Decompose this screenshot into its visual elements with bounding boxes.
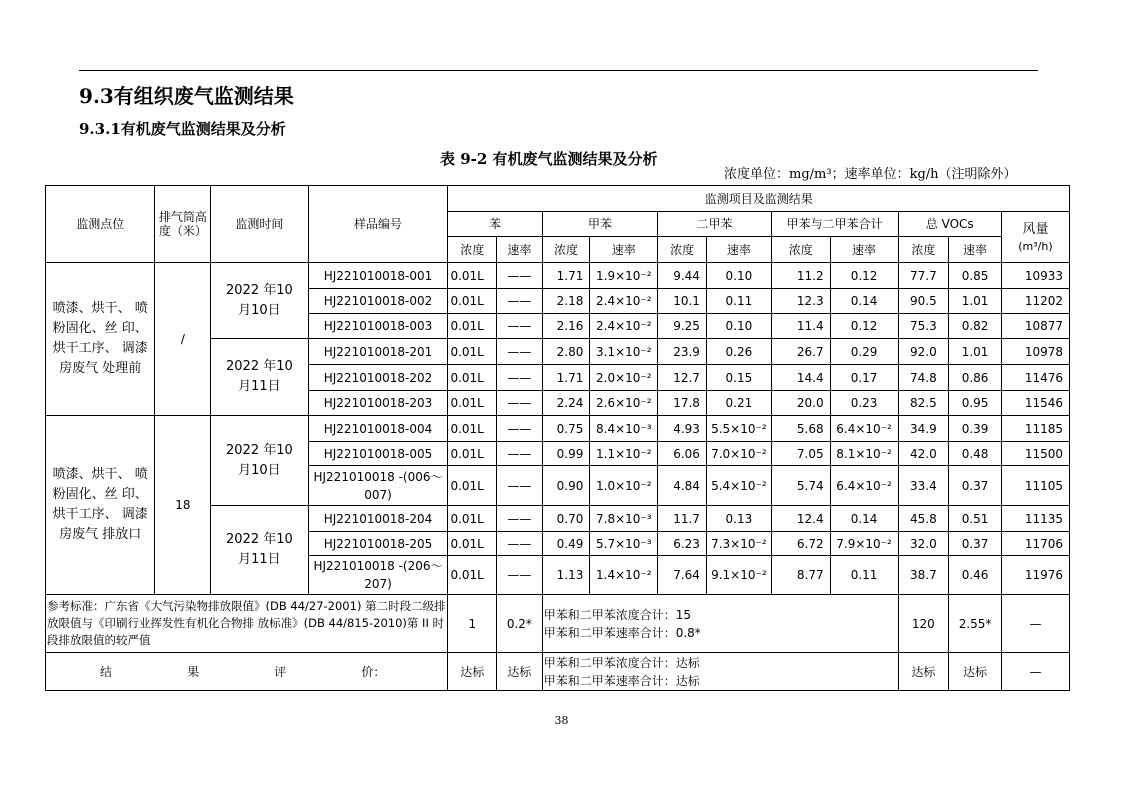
sample-id: HJ221010018-002 — [308, 289, 448, 314]
header-concentration: 浓度 — [898, 237, 949, 263]
cell-b-c: 0.01L — [448, 466, 497, 506]
cell-q: 11706 — [1001, 532, 1069, 556]
header-rate: 速率 — [706, 237, 771, 263]
cell-x-r: 0.21 — [706, 391, 771, 416]
cell-v-c: 38.7 — [898, 556, 949, 595]
cell-v-r: 0.39 — [949, 416, 1002, 442]
cell-b-c: 0.01L — [448, 556, 497, 595]
cell-x-r: 0.13 — [706, 506, 771, 532]
header-concentration: 浓度 — [658, 237, 707, 263]
cell-t-c: 2.18 — [542, 289, 590, 314]
cell-v-r: 0.51 — [949, 506, 1002, 532]
cell-b-c: 0.01L — [448, 506, 497, 532]
subsection-title: 9.3.1有机废气监测结果及分析 — [79, 120, 286, 138]
cell-x-r: 0.26 — [706, 339, 771, 365]
cell-s-r: 0.14 — [830, 289, 898, 314]
cell-x-r: 0.15 — [706, 365, 771, 391]
header-sample-id: 样品编号 — [308, 186, 448, 263]
cell-v-r: 0.86 — [949, 365, 1002, 391]
cell-x-c: 17.8 — [658, 391, 707, 416]
cell-v-c: 32.0 — [898, 532, 949, 556]
evaluation-label-char: 果 — [187, 664, 200, 679]
cell-q: 11476 — [1001, 365, 1069, 391]
cell-s-c: 5.68 — [771, 416, 830, 442]
cell-x-c: 9.25 — [658, 314, 707, 339]
monitoring-point: 喷漆、烘干、 喷粉固化、丝 印、烘干工序、 调漆房废气 排放口 — [46, 416, 155, 595]
header-benzene: 苯 — [448, 212, 542, 237]
header-concentration: 浓度 — [771, 237, 830, 263]
evaluation-label-char: 价： — [361, 664, 386, 679]
cell-q: 11546 — [1001, 391, 1069, 416]
cell-s-c: 11.4 — [771, 314, 830, 339]
cell-s-r: 0.12 — [830, 314, 898, 339]
cell-b-c: 0.01L — [448, 442, 497, 466]
header-airflow — [1001, 212, 1069, 263]
evaluation-tol-xyl-rate: 甲苯和二甲苯速率合计：达标 — [543, 673, 700, 688]
cell-b-r: —— — [497, 466, 543, 506]
cell-t-r: 3.1×10⁻² — [590, 339, 658, 365]
sample-id: HJ221010018-201 — [308, 339, 448, 365]
cell-b-c: 0.01L — [448, 532, 497, 556]
cell-s-c: 11.2 — [771, 263, 830, 289]
cell-x-c: 4.93 — [658, 416, 707, 442]
cell-b-c: 0.01L — [448, 314, 497, 339]
cell-s-r: 0.11 — [830, 556, 898, 595]
cell-q: 11185 — [1001, 416, 1069, 442]
evaluation-label — [46, 653, 448, 691]
cell-v-c: 34.9 — [898, 416, 949, 442]
cell-s-r: 6.4×10⁻² — [830, 466, 898, 506]
cell-v-r: 0.37 — [949, 466, 1002, 506]
units-note: 浓度单位：mg/m³；速率单位：kg/h（注明除外） — [724, 167, 1017, 182]
sample-id: HJ221010018-203 — [308, 391, 448, 416]
cell-v-r: 0.48 — [949, 442, 1002, 466]
cell-x-c: 11.7 — [658, 506, 707, 532]
header-airflow-label: 风量 — [1022, 222, 1049, 237]
cell-x-c: 9.44 — [658, 263, 707, 289]
cell-x-c: 4.84 — [658, 466, 707, 506]
evaluation-row — [46, 653, 1070, 691]
header-vocs: 总 VOCs — [898, 212, 1001, 237]
standard-vocs-rate: 2.55* — [949, 595, 1002, 653]
cell-b-c: 0.01L — [448, 391, 497, 416]
cell-v-r: 1.01 — [949, 289, 1002, 314]
cell-b-r: —— — [497, 289, 543, 314]
cell-s-r: 0.17 — [830, 365, 898, 391]
cell-v-r: 0.82 — [949, 314, 1002, 339]
cell-x-r: 0.10 — [706, 263, 771, 289]
sample-id: HJ221010018-003 — [308, 314, 448, 339]
cell-q: 10877 — [1001, 314, 1069, 339]
cell-t-r: 2.4×10⁻² — [590, 314, 658, 339]
cell-v-c: 45.8 — [898, 506, 949, 532]
cell-b-r: —— — [497, 532, 543, 556]
cell-t-r: 5.7×10⁻³ — [590, 532, 658, 556]
cell-b-r: —— — [497, 263, 543, 289]
monitoring-date: 2022 年10月10日 — [211, 416, 308, 506]
table-row — [46, 263, 1070, 289]
header-concentration: 浓度 — [542, 237, 590, 263]
header-rate: 速率 — [949, 237, 1002, 263]
cell-v-c: 33.4 — [898, 466, 949, 506]
header-stack-height: 排气筒高度（米） — [155, 186, 211, 263]
cell-q: 11976 — [1001, 556, 1069, 595]
cell-s-c: 8.77 — [771, 556, 830, 595]
cell-v-c: 82.5 — [898, 391, 949, 416]
cell-s-r: 0.23 — [830, 391, 898, 416]
header-toluene: 甲苯 — [542, 212, 658, 237]
cell-b-c: 0.01L — [448, 339, 497, 365]
cell-t-c: 1.71 — [542, 263, 590, 289]
cell-b-r: —— — [497, 556, 543, 595]
cell-q: 11105 — [1001, 466, 1069, 506]
cell-b-c: 0.01L — [448, 365, 497, 391]
cell-v-r: 1.01 — [949, 339, 1002, 365]
cell-v-r: 0.37 — [949, 532, 1002, 556]
cell-t-c: 2.80 — [542, 339, 590, 365]
cell-q: 11135 — [1001, 506, 1069, 532]
cell-v-c: 74.8 — [898, 365, 949, 391]
sample-id: HJ221010018-004 — [308, 416, 448, 442]
sample-id: HJ221010018-005 — [308, 442, 448, 466]
evaluation-tol-xyl — [542, 653, 898, 691]
evaluation-label-text — [48, 665, 445, 679]
standard-airflow: — — [1001, 595, 1069, 653]
cell-s-c: 20.0 — [771, 391, 830, 416]
cell-t-r: 8.4×10⁻³ — [590, 416, 658, 442]
cell-v-c: 77.7 — [898, 263, 949, 289]
sample-id: HJ221010018 -(206～207) — [308, 556, 448, 595]
cell-t-c: 2.24 — [542, 391, 590, 416]
cell-q: 11500 — [1001, 442, 1069, 466]
cell-q: 10933 — [1001, 263, 1069, 289]
standard-vocs-conc: 120 — [898, 595, 949, 653]
cell-x-c: 6.06 — [658, 442, 707, 466]
cell-s-c: 26.7 — [771, 339, 830, 365]
cell-t-c: 0.99 — [542, 442, 590, 466]
stack-height: 18 — [155, 416, 211, 595]
cell-s-c: 7.05 — [771, 442, 830, 466]
cell-t-r: 1.1×10⁻² — [590, 442, 658, 466]
cell-b-c: 0.01L — [448, 289, 497, 314]
standard-tol-xyl — [542, 595, 898, 653]
header-rate: 速率 — [590, 237, 658, 263]
cell-s-r: 6.4×10⁻² — [830, 416, 898, 442]
monitoring-point: 喷漆、烘干、 喷粉固化、丝 印、烘干工序、 调漆房废气 处理前 — [46, 263, 155, 416]
cell-x-r: 7.0×10⁻² — [706, 442, 771, 466]
cell-x-r: 7.3×10⁻² — [706, 532, 771, 556]
cell-t-c: 1.71 — [542, 365, 590, 391]
header-tol-xyl-sum: 甲苯与二甲苯合计 — [771, 212, 898, 237]
evaluation-label-char: 结 — [100, 664, 113, 679]
sample-id: HJ221010018-204 — [308, 506, 448, 532]
cell-b-r: —— — [497, 339, 543, 365]
header-airflow-unit: (m³/h) — [1018, 240, 1053, 253]
cell-v-c: 92.0 — [898, 339, 949, 365]
cell-b-r: —— — [497, 365, 543, 391]
cell-t-r: 1.0×10⁻² — [590, 466, 658, 506]
cell-q: 10978 — [1001, 339, 1069, 365]
page-number: 38 — [554, 714, 569, 727]
cell-t-c: 0.75 — [542, 416, 590, 442]
monitoring-date: 2022 年10月10日 — [211, 263, 308, 339]
cell-t-c: 2.16 — [542, 314, 590, 339]
cell-s-r: 8.1×10⁻² — [830, 442, 898, 466]
cell-t-r: 1.4×10⁻² — [590, 556, 658, 595]
evaluation-benzene-conc: 达标 — [448, 653, 497, 691]
header-rate: 速率 — [830, 237, 898, 263]
standard-tol-xyl-rate: 甲苯和二甲苯速率合计：0.8* — [543, 625, 701, 640]
cell-x-c: 12.7 — [658, 365, 707, 391]
evaluation-benzene-rate: 达标 — [497, 653, 543, 691]
standard-benzene-rate: 0.2* — [497, 595, 543, 653]
cell-x-r: 0.10 — [706, 314, 771, 339]
cell-v-c: 90.5 — [898, 289, 949, 314]
evaluation-label-char: 评 — [274, 664, 287, 679]
cell-t-c: 0.70 — [542, 506, 590, 532]
header-rule — [79, 70, 1038, 71]
cell-s-c: 5.74 — [771, 466, 830, 506]
table-row — [46, 416, 1070, 442]
header-time: 监测时间 — [211, 186, 308, 263]
table-caption: 表 9-2 有机废气监测结果及分析 — [440, 150, 658, 168]
cell-t-c: 0.90 — [542, 466, 590, 506]
evaluation-vocs-conc: 达标 — [898, 653, 949, 691]
header-rate: 速率 — [497, 237, 543, 263]
cell-t-r: 2.4×10⁻² — [590, 289, 658, 314]
stack-height: / — [155, 263, 211, 416]
cell-s-c: 6.72 — [771, 532, 830, 556]
cell-q: 11202 — [1001, 289, 1069, 314]
cell-s-r: 0.14 — [830, 506, 898, 532]
cell-t-r: 7.8×10⁻³ — [590, 506, 658, 532]
cell-b-c: 0.01L — [448, 416, 497, 442]
cell-x-c: 23.9 — [658, 339, 707, 365]
cell-b-r: —— — [497, 314, 543, 339]
cell-b-r: —— — [497, 391, 543, 416]
cell-b-c: 0.01L — [448, 263, 497, 289]
cell-t-r: 2.6×10⁻² — [590, 391, 658, 416]
cell-t-r: 1.9×10⁻² — [590, 263, 658, 289]
cell-s-c: 14.4 — [771, 365, 830, 391]
standard-row — [46, 595, 1070, 653]
cell-v-c: 42.0 — [898, 442, 949, 466]
cell-s-r: 0.29 — [830, 339, 898, 365]
cell-x-r: 5.5×10⁻² — [706, 416, 771, 442]
monitoring-date: 2022 年10月11日 — [211, 339, 308, 416]
header-concentration: 浓度 — [448, 237, 497, 263]
sample-id: HJ221010018-202 — [308, 365, 448, 391]
cell-b-r: —— — [497, 442, 543, 466]
cell-s-c: 12.3 — [771, 289, 830, 314]
cell-v-r: 0.85 — [949, 263, 1002, 289]
sample-id: HJ221010018-001 — [308, 263, 448, 289]
cell-x-r: 0.11 — [706, 289, 771, 314]
evaluation-tol-xyl-conc: 甲苯和二甲苯浓度合计：达标 — [543, 655, 700, 670]
sample-id: HJ221010018 -(006～007) — [308, 466, 448, 506]
cell-v-r: 0.95 — [949, 391, 1002, 416]
cell-t-c: 1.13 — [542, 556, 590, 595]
cell-s-r: 7.9×10⁻² — [830, 532, 898, 556]
header-point: 监测点位 — [46, 186, 155, 263]
standard-label: 参考标准：广东省《大气污染物排放限值》(DB 44/27-2001) 第二时段二级排放限值与《印刷行业挥发性有机化合物排 放标准》(DB 44/815-2010)第 II 时段排放限值的较严值 — [46, 595, 448, 653]
standard-benzene-conc: 1 — [448, 595, 497, 653]
cell-t-c: 0.49 — [542, 532, 590, 556]
cell-x-c: 7.64 — [658, 556, 707, 595]
monitoring-results-table — [45, 185, 1070, 691]
cell-s-c: 12.4 — [771, 506, 830, 532]
cell-v-c: 75.3 — [898, 314, 949, 339]
cell-v-r: 0.46 — [949, 556, 1002, 595]
section-title: 9.3有组织废气监测结果 — [79, 84, 294, 108]
evaluation-airflow: — — [1001, 653, 1069, 691]
standard-tol-xyl-conc: 甲苯和二甲苯浓度合计：15 — [543, 607, 691, 622]
cell-t-r: 2.0×10⁻² — [590, 365, 658, 391]
cell-b-r: —— — [497, 506, 543, 532]
cell-x-c: 10.1 — [658, 289, 707, 314]
cell-b-r: —— — [497, 416, 543, 442]
header-xylene: 二甲苯 — [658, 212, 772, 237]
cell-x-c: 6.23 — [658, 532, 707, 556]
cell-x-r: 9.1×10⁻² — [706, 556, 771, 595]
header-items-group: 监测项目及监测结果 — [448, 186, 1070, 212]
sample-id: HJ221010018-205 — [308, 532, 448, 556]
cell-s-r: 0.12 — [830, 263, 898, 289]
monitoring-date: 2022 年10月11日 — [211, 506, 308, 595]
cell-x-r: 5.4×10⁻² — [706, 466, 771, 506]
evaluation-vocs-rate: 达标 — [949, 653, 1002, 691]
